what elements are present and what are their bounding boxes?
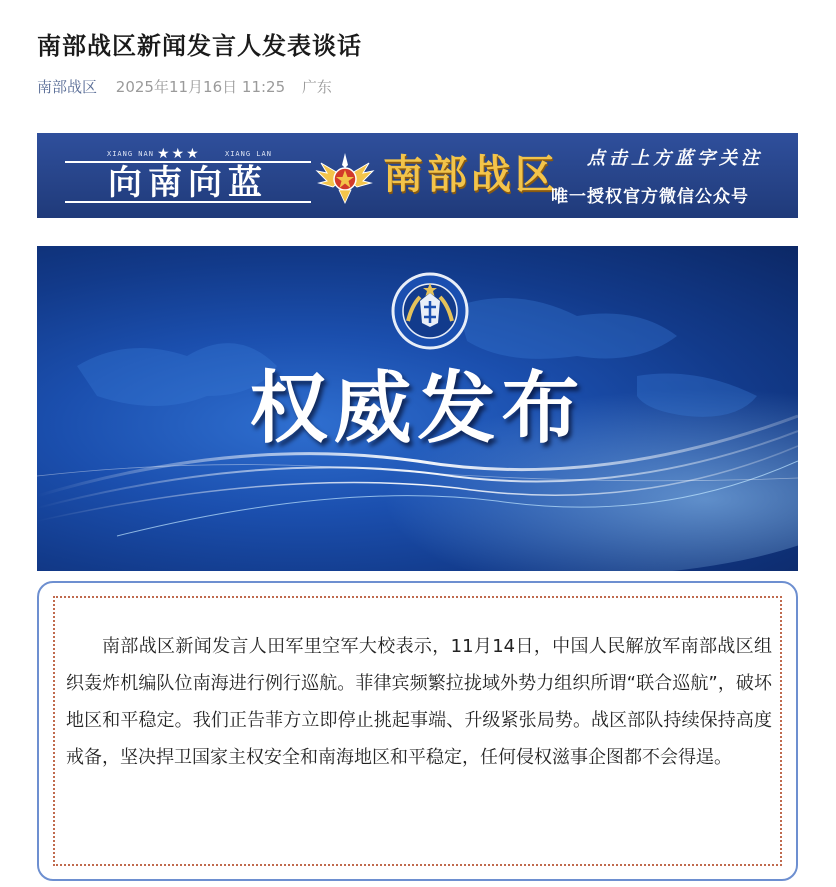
article-title: 南部战区新闻发言人发表谈话 — [37, 32, 362, 60]
slogan-box — [65, 146, 311, 207]
hero-title: 权威发布 — [249, 363, 586, 454]
banner-brand: 南部战区 — [383, 151, 559, 198]
follow-cta: 点击上方蓝字关注 — [587, 148, 763, 169]
statement-border — [53, 596, 782, 866]
pinyin-right: XIANG LAN — [225, 150, 272, 158]
follow-banner[interactable] — [37, 133, 798, 218]
account-description: 唯一授权官方微信公众号 — [551, 187, 749, 207]
stars-icon: ★★★ — [157, 146, 201, 162]
article-meta — [37, 76, 332, 97]
southern-theater-logo-icon — [390, 271, 470, 351]
publish-location: 广东 — [301, 78, 332, 96]
account-name-link[interactable]: 南部战区 — [37, 78, 98, 96]
statement-body: 南部战区新闻发言人田军里空军大校表示，11月14日，中国人民解放军南部战区组织轰炸机编队位南海进行例行巡航。菲律宾频繁拉拢域外势力组织所谓“联合巡航”，破坏地区和平稳定。我们正告菲方立即停止挑起事端、升级紧张局势。战区部队持续保持高度戒备，坚决捍卫国家主权安全和南海地区和平稳定，任何侵权滋事企图都不会得逞。 — [66, 636, 772, 768]
statement-frame — [37, 581, 798, 881]
military-emblem-icon — [315, 149, 375, 205]
banner-slogan: 向南向蓝 — [65, 161, 311, 203]
hero-image — [37, 246, 798, 571]
publish-date: 2025年11月16日 11:25 — [115, 78, 286, 96]
pinyin-left: XIANG NAN — [107, 150, 154, 158]
